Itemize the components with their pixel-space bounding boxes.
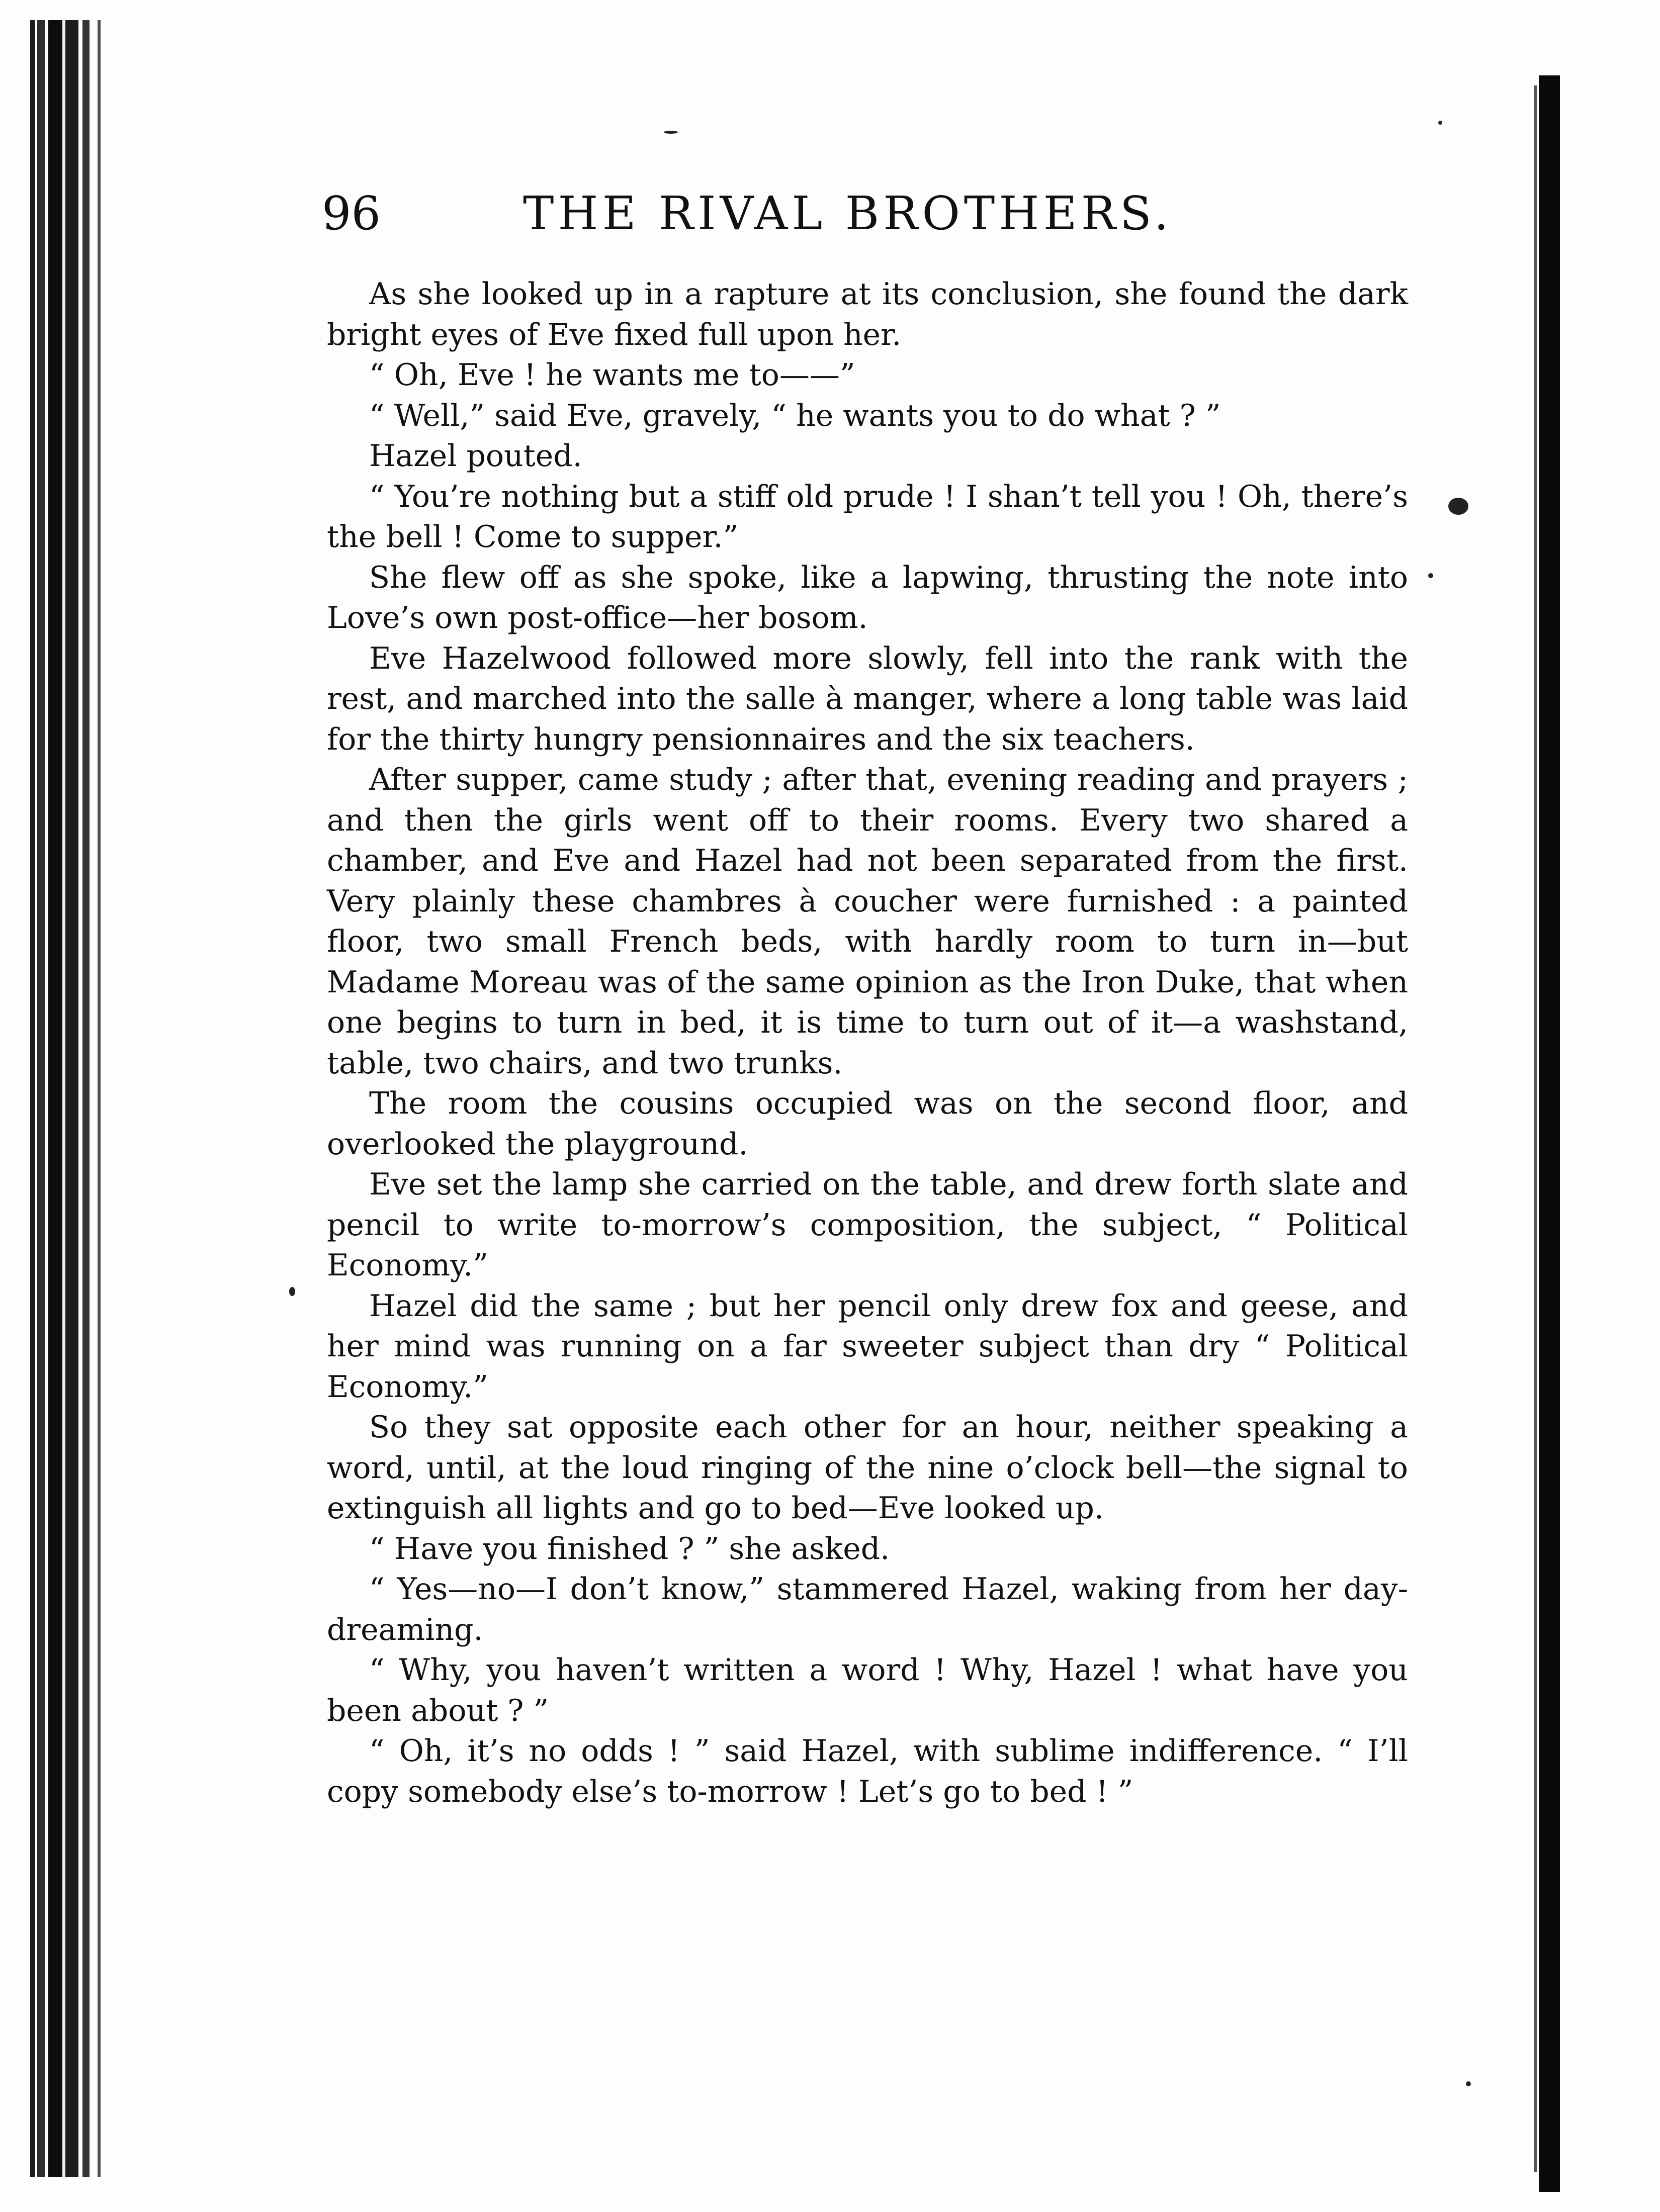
paragraph: She flew off as she spoke, like a lapwing, thrusting the note into Love’s own post-office—her bosom. (327, 560, 1408, 635)
paragraph: Hazel pouted. (369, 438, 582, 474)
page-edge-shadow (1534, 85, 1537, 2172)
page-edge-border (1539, 75, 1560, 2192)
running-head: THE RIVAL BROTHERS. (523, 187, 1173, 240)
paragraph: The room the cousins occupied was on the second floor, and overlooked the playground. (327, 1086, 1408, 1162)
page-number: 96 (322, 187, 381, 240)
paragraph: “ Yes—no—I don’t know,” stammered Hazel, waking from her day-dreaming. (327, 1572, 1408, 1647)
paragraph: As she looked up in a rapture at its conclusion, she found the dark bright eyes of Eve fixed full upon her. (327, 276, 1408, 352)
paragraph: “ Why, you haven’t written a word ! Why, Hazel ! what have you been about ? ” (327, 1652, 1408, 1728)
page-header (322, 181, 1418, 246)
paragraph: “ Oh, Eve ! he wants me to——” (369, 357, 855, 393)
paragraph: After supper, came study ; after that, evening reading and prayers ; and then the girls went off to their rooms. Every two shared a chamber, and Eve and Hazel had not been separated from the first. Very plainly these chambres à coucher were furnished : a painted floor, two small French beds, with hardly room to turn in—but Madame Moreau was of the same opinion as the Iron Duke, that when one begins to turn in bed, it is time to turn out of it—a washstand, table, two chairs, and two trunks. (327, 762, 1408, 1081)
paragraph: So they sat opposite each other for an hour, neither speaking a word, until, at the loud ringing of the nine o’clock bell—the signal to extinguish all lights and go to bed—Eve looked up. (327, 1410, 1408, 1526)
paragraph: Hazel did the same ; but her pencil only drew fox and geese, and her mind was running on a far sweeter subject than dry “ Political Economy.” (327, 1288, 1408, 1405)
paragraph: “ You’re nothing but a stiff old prude ! I shan’t tell you ! Oh, there’s the bell ! Come to supper.” (327, 479, 1408, 555)
paragraph: “ Have you finished ? ” she asked. (369, 1531, 890, 1566)
paragraph: “ Well,” said Eve, gravely, “ he wants you to do what ? ” (369, 398, 1221, 433)
paragraph: Eve Hazelwood followed more slowly, fell into the rank with the rest, and marched into the salle à manger, where a long table was laid for the thirty hungry pensionnaires and the six teachers. (327, 640, 1408, 757)
paragraph: Eve set the lamp she carried on the table, and drew forth slate and pencil to write to-morrow’s composition, the subject, “ Political Economy.” (327, 1167, 1408, 1283)
book-binding-edge (30, 20, 126, 2177)
paragraph: “ Oh, it’s no odds ! ” said Hazel, with sublime indifference. “ I’ll copy somebody else’s to-morrow ! Let’s go to bed ! ” (327, 1733, 1408, 1809)
body-text (327, 274, 1408, 1812)
